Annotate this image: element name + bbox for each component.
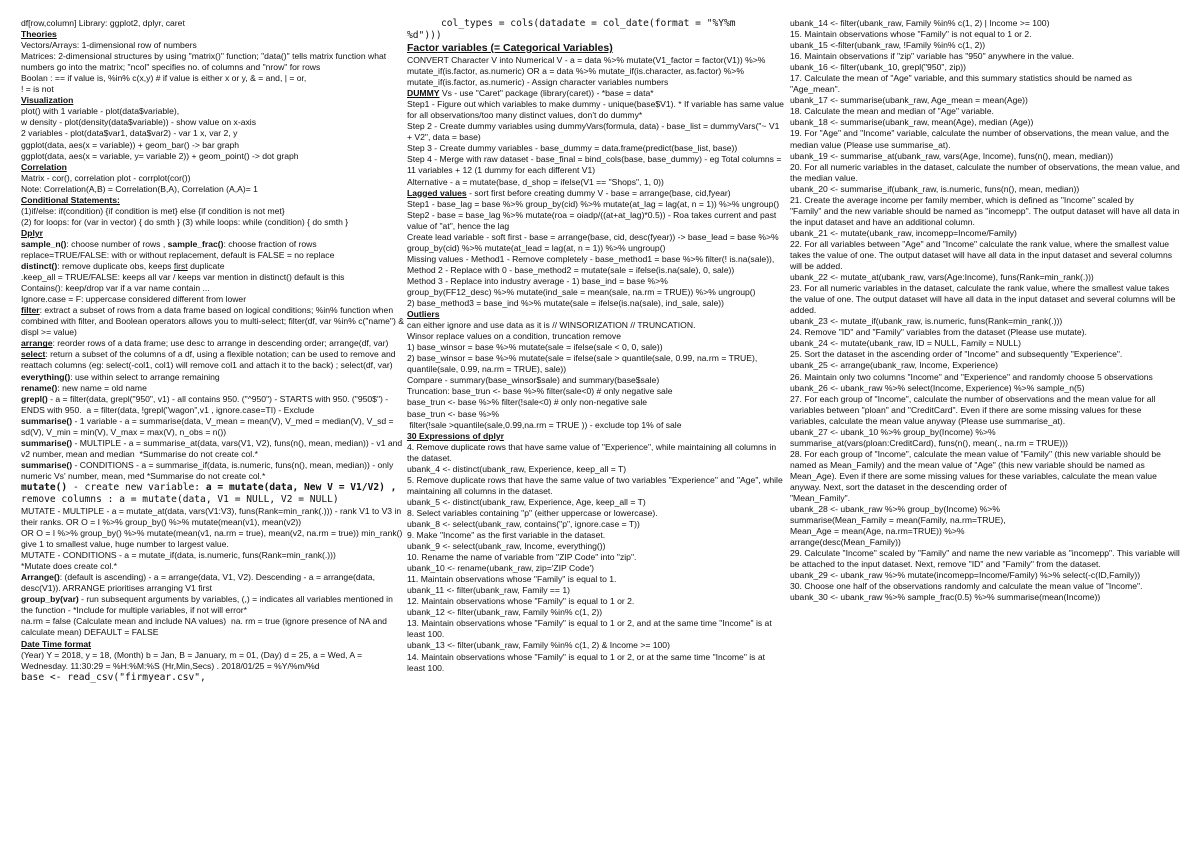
text-line	[21, 261, 404, 272]
text-line: Matrices: 2-dimensional structures by using "matrix()" function; "data()" tells matrix function what numbers go into the matrix; "ncol" specifies no. of columns and "nrow" for rows	[21, 51, 389, 73]
text-line: 16. Maintain observations if "zip" variable has "950" anywhere in the value.	[790, 51, 1075, 62]
text-line	[21, 594, 404, 616]
text-line: 22. For all variables between "Age" and "Income" calculate the rank value, where the smallest value takes the value of one. The output dataset will have all data in the input dataset and several columns will be added.	[790, 238, 1175, 272]
text-line	[21, 460, 404, 482]
text-line: 18. Calculate the mean and median of "Age" variable.	[790, 106, 994, 117]
keyword: mutate()	[21, 481, 68, 493]
text-line: w density - plot(density(data$variable)) - show value on x-axis	[21, 117, 256, 128]
section-heading-dplyr: Dplyr	[21, 227, 43, 238]
text-line: Alternative - a = mutate(base, d_shop = ifelse(V1 == "Shops", 1, 0))	[407, 176, 664, 187]
text-line: ubank_8 <- select(ubank_raw, contains("p", ignore.case = T))	[407, 518, 640, 529]
keyword: summarise()	[21, 459, 73, 470]
text-line: group_by(FF12_desc) %>% mutate(ind_sale = mean(sale, na.rm = TRUE)) %>% ungroup()	[407, 286, 756, 297]
column-2	[407, 18, 785, 844]
text-line: 15. Maintain observations whose "Family" is not equal to 1 or 2.	[790, 29, 1032, 40]
text-span: : remove duplicate obs, keeps	[57, 261, 174, 272]
keyword: sample_n()	[21, 238, 67, 249]
text-line: ubank_29 <- ubank_raw %>% mutate(incomepp=Income/Family) %>% select(-c(ID,Family))	[790, 570, 1141, 581]
text-line	[21, 305, 407, 338]
keyword: DUMMY	[407, 88, 440, 99]
text-span: : reorder rows of a data frame; use desc to arrange in descending order; arrange(df, var)	[52, 338, 389, 349]
library-line: df[row,column] Library: ggplot2, dplyr, caret	[21, 18, 185, 28]
text-line: Step 2 - Create dummy variables using dummyVars(formula, data) - base_list = dummyVars("~ V1 + V2", data = base)	[407, 121, 782, 143]
text-line: Step1 - Figure out which variables to make dummy - unique(base$V1). * If variable has same value for all observations/too many distinct values, don't do dummy*	[407, 99, 787, 121]
text-line: arrange(desc(Mean_Family))	[790, 537, 901, 548]
section-heading-factor-variables: Factor variables (= Categorical Variables)	[407, 42, 613, 54]
text-line: .keep_all = TRUE/FALSE: keeps all var / keeps var mention in distinct() default is this	[21, 272, 345, 283]
text-line: CONVERT Character V into Numerical V - a = data %>% mutate(V1_factor = factor(V1)) %>% mutate_if(is.factor, as.numeric) OR a = data %>% mutate_if(is.character, as.factor) %>% mutate_if(is.factor, as.numeric) - Assign character variables numbers	[407, 55, 768, 88]
text-line: ggplot(data, aes(x = variable, y= variable 2)) + geom_point() -> dot graph	[21, 150, 299, 161]
text-line	[21, 349, 404, 382]
text-line: 9. Make "Income" as the first variable in the dataset.	[407, 530, 606, 541]
text-span: - sort first before creating dummy V - base = arrange(base, cid,fyear)	[466, 187, 731, 198]
text-line: (Year) Y = 2018, y = 18, (Month) b = Jan, B = January, m = 01, (Day) d = 25, a = Wed, A = Wednesday. 11:30:29 = %H:%M:%S (Hr,Min,Secs) . 2018/01/25 = %Y/%m/%d	[21, 649, 365, 671]
text-line: "Mean_Family".	[790, 493, 851, 504]
text-line: Matrix - cor(), correlation plot - corrplot(cor())	[21, 172, 191, 183]
text-line: Method 3 - Replace into industry average - 1) base_ind = base %>%	[407, 275, 668, 286]
text-line: (1)if/else: if(condition) {if condition is met} else {if condition is not met}	[21, 205, 285, 216]
text-span: : choose fraction of rows	[223, 238, 317, 249]
text-line	[407, 88, 785, 99]
text-span: : return a subset of the columns of a df, using a flexible notation; can be used to remove and reattach columns (eg: select(-col1, col1) will remove col1 and attach it to the back) ; select(df, var)	[21, 349, 398, 371]
text-line: 25. Sort the dataset in the ascending order of "Income" and subsequently "Experience".	[790, 349, 1123, 360]
text-line: Step1 - base_lag = base %>% group_by(cid) %>% mutate(at_lag = lag(at, n = 1)) %>% ungroup()	[407, 198, 780, 209]
text-line: MUTATE - CONDITIONS - a = mutate_if(data, is.numeric, funs(Rank=min_rank(.)))	[21, 550, 336, 561]
keyword: arrange	[21, 338, 53, 349]
text-line: ubank_22 <- mutate_at(ubank_raw, vars(Age:Income), funs(Rank=min_rank(.)))	[790, 272, 1094, 283]
text-line: 29. Calculate "Income" scaled by "Family" and name the new variable as "incomepp". This variable will be attached to the input dataset. Next, remove "ID" and "Family" from the dataset.	[790, 548, 1183, 570]
text-line: remove columns : a = mutate(data, V1 = NULL, V2 = NULL)	[21, 493, 339, 505]
text-line: Boolan : == if value is, %in% c(x,y) # if value is either x or y, & = and, | = or,	[21, 73, 307, 84]
keyword: sample_frac()	[167, 238, 224, 249]
text-span: - run subsequent arguments by variables, (,) = indicates all variables mentioned in the function - *Include for multiple variables, if not will error*	[21, 594, 396, 616]
text-line: summarise_at(vars(ploan:CreditCard), funs(n(), mean(., na.rm = TRUE)))	[790, 437, 1069, 448]
keyword: rename()	[21, 382, 58, 393]
text-line: 12. Maintain observations whose "Family" is equal to 1 or 2.	[407, 596, 635, 607]
section-heading-visualization: Visualization	[21, 95, 74, 106]
text-span: : extract a subset of rows from a data frame based on logical conditions; %in% function when combined with filter, and Boolean operators allows you to multi-select; filter(df, var %in% c("name") & displ >= value)	[21, 305, 407, 338]
code-line: base <- read_csv("firmyear.csv",	[21, 671, 206, 683]
keyword: grepl()	[21, 393, 48, 404]
text-line	[21, 239, 404, 250]
text-span: : choose number of rows ,	[66, 238, 168, 249]
text-line: ubank_15 <-filter(ubank_raw, !Family %in% c(1, 2))	[790, 40, 986, 51]
section-heading-datetime: Date Time format	[21, 638, 92, 649]
text-line: ubank_18 <- summarise(ubank_raw, mean(Age), median (Age))	[790, 117, 1034, 128]
text-line: ubank_30 <- ubank_raw %>% sample_frac(0.5) %>% summarise(mean(Income))	[790, 592, 1101, 603]
text-span: : (default is ascending) - a = arrange(data, V1, V2). Descending - a = arrange(data, desc(V1)). ARRANGE prioritises arranging V1 first	[21, 572, 378, 594]
text-line	[21, 416, 404, 438]
text-line: Mean_Age = mean(Age, na.rm=TRUE)) %>%	[790, 526, 965, 537]
text-line: 23. For all numeric variables in the dataset, calculate the rank value, where the smallest value takes the value of one. The output dataset will have all data in the input dataset and several columns will be added.	[790, 283, 1178, 316]
text-line: Vectors/Arrays: 1-dimensional row of numbers	[21, 40, 197, 51]
text-span: - CONDITIONS - a = summarise_if(data, is.numeric, funs(n(), mean, median)) - only numeric Vs' number, mean, med *Summarise do not create col.*	[21, 459, 396, 481]
text-line: summarise(Mean_Family = mean(Family, na.rm=TRUE),	[790, 515, 1006, 526]
text-line: Step2 - base = base_lag %>% mutate(roa = oiadp/((at+at_lag)*0.5)) - Roa takes current and past value of "at", hence the lag	[407, 209, 779, 231]
text-line: base_trun <- base %>%	[407, 408, 500, 419]
code-span: a = mutate(data, New V = V1/V2) ,	[205, 481, 397, 493]
text-line: ubank_10 <- rename(ubank_raw, zip='ZIP Code')	[407, 563, 595, 574]
text-line: 30. Choose one half of the observations randomly and calculate the mean value of "Income".	[790, 581, 1143, 592]
text-line: "Family" and the new variable should be named as "incomepp". The output dataset will have all data in the input dataset and have an additional column.	[790, 205, 1182, 227]
text-line: Winsor replace values on a condition, truncation remove	[407, 331, 622, 342]
keyword: Lagged values	[407, 187, 467, 198]
keyword: group_by(var)	[21, 594, 79, 605]
text-line: replace=TRUE/FALSE: with or without replacement, default is FALSE = no replace	[21, 249, 335, 260]
text-line: Step 3 - Create dummy variables - base_dummy = data.frame(predict(base_list, base))	[407, 143, 738, 154]
text-line: 2) base_winsor = base %>% mutate(sale = ifelse(sale > quantile(sale, 0.99, na.rm = TRUE), quantile(sale, 0.99, na.rm = TRUE), sale))	[407, 353, 760, 375]
text-span: : new name = old name	[57, 382, 147, 393]
underlined-word: first	[173, 261, 188, 272]
text-span: - 1 variable - a = summarise(data, V_mean = mean(V), V_med = median(V), V_sd = sd(V), V_min = min(V), V_max = max(V), n_obs = n())	[21, 415, 396, 437]
text-line: ubank_23 <- mutate_if(ubank_raw, is.numeric, funs(Rank=min_rank(.)))	[790, 316, 1063, 327]
text-line	[21, 394, 404, 416]
text-line: 28. For each group of "Income", calculate the mean value of "Family" (this new variable should be named as Mean_Family) and the mean value of "Age" (this new variable should be named as Mean_Age). Even if there are some missing values for these variables, calculate the mean value anyway. Next, sort the dataset in the descending order of	[790, 448, 1164, 492]
text-line: ggplot(data, aes(x = variable)) + geom_bar() -> bar graph	[21, 139, 240, 150]
text-line	[407, 188, 785, 199]
text-line: Method 2 - Replace with 0 - base_method2 = mutate(sale = ifelse(is.na(sale), 0, sale))	[407, 264, 735, 275]
text-line: 13. Maintain observations whose "Family" is equal to 1 or 2, and at the same time "Income" is at least 100.	[407, 618, 775, 640]
text-line: 8. Select variables containing "p" (either uppercase or lowercase).	[407, 507, 658, 518]
text-span: : use within select to arrange remaining	[70, 371, 220, 382]
section-heading-correlation: Correlation	[21, 161, 67, 172]
keyword: select	[21, 349, 46, 360]
section-heading-expressions: 30 Expressions of dplyr	[407, 430, 504, 441]
text-line: *Mutate does create col.*	[21, 561, 118, 572]
code-line: %d")))	[407, 30, 442, 41]
text-line: ubank_25 <- arrange(ubank_raw, Income, Experience)	[790, 360, 999, 371]
text-line: 27. For each group of "Income", calculate the number of observations and the mean value for all variables between "ploan" and "CreditCard". Even if there are some missing values for these variables, calculate the mean value anyway (Please use summarise_at).	[790, 393, 1158, 426]
text-line: Truncation: base_trun <- base %>% filter(sale<0) # only negative sale	[407, 386, 673, 397]
text-line: ubank_13 <- filter(ubank_raw, Family %in% c(1, 2) & Income >= 100)	[407, 640, 670, 651]
text-span: - a = filter(data, grepl("950", v1) - all contains 950. ("^950") - STARTS with 950. ("950$") - ENDS with 950. a = filter(data, !grepl("wagon",v1 , ignore.case=TI) - Exclude	[21, 393, 391, 415]
column-3	[790, 18, 1183, 844]
text-line	[21, 438, 404, 460]
keyword: filter	[21, 305, 40, 316]
text-line: Compare - summary(base_winsor$sale) and summary(base$sale)	[407, 375, 660, 386]
text-line: filter(!sale >quantile(sale,0.99,na.rm = TRUE )) - exclude top 1% of sale	[407, 419, 682, 430]
text-line: (2) for loops: for (var in vector) { do smth } (3) while loops: while (condition) { do smth }	[21, 216, 349, 227]
keyword: distinct()	[21, 261, 58, 272]
text-line	[21, 572, 404, 594]
text-line: Contains(): keep/drop var if a var name contain ...	[21, 283, 210, 294]
text-line: Create lead variable - soft first - base = arrange(base, cid, desc(fyear)) -> base_lead = base %>% group_by(cid) %>% mutate(at_lead = lag(at, n = 1)) %>% ungroup()	[407, 231, 782, 253]
text-line: 26. Maintain only two columns "Income" and "Experience" and randomly choose 5 observations	[790, 371, 1153, 382]
column-1	[21, 18, 407, 844]
text-line: 10. Rename the name of variable from "ZIP Code" into "zip".	[407, 552, 637, 563]
text-line: MUTATE - MULTIPLE - a = mutate_at(data, vars(V1:V3), funs(Rank=min_rank(.))) - rank V1 to V3 in their ranks. OR O = I %>% group_by() %>% mutate(mean(v1), mean(v2))	[21, 505, 404, 528]
text-line: OR O = I %>% group_by() %>% mutate(mean(v1, na.rm = true), mean(v2, na.rm = true)) min_rank() give 1 to smallest value, huge number to largest value.	[21, 528, 405, 550]
text-line: ubank_16 <- filter(ubank_10, grepl("950", zip))	[790, 62, 966, 73]
text-line: 21. Create the average income per family member, which is defined as "Income" scaled by	[790, 194, 1134, 205]
text-line: Missing values - Method1 - Remove completely - base_method1 = base %>% filter(! is.na(sale)),	[407, 253, 775, 264]
section-heading-conditional: Conditional Statements:	[21, 194, 120, 205]
text-line: ubank_5 <- distinct(ubank_raw, Experience, Age, keep_all = T)	[407, 496, 646, 507]
section-heading-outliers: Outliers	[407, 309, 440, 320]
text-line: base_trun <- base %>% filter(!sale<0) # only non-negative sale	[407, 397, 648, 408]
text-line: Note: Correlation(A,B) = Correlation(B,A), Correlation (A,A)= 1	[21, 183, 258, 194]
text-span: Vs - use "Caret" package (library(caret)) - *base = data*	[439, 88, 654, 99]
text-line	[21, 383, 404, 394]
text-line: 2) base_method3 = base_ind %>% mutate(sale = ifelse(is.na(sale), ind_sale, sale))	[407, 298, 724, 309]
keyword: summarise()	[21, 437, 73, 448]
text-line: na.rm = false (Calculate mean and include NA values) na. rm = true (ignore presence of NA and calculate mean) DEFAULT = FALSE	[21, 616, 390, 638]
text-line: ubank_24 <- mutate(ubank_raw, ID = NULL, Family = NULL)	[790, 338, 1021, 349]
text-line: plot() with 1 variable - plot(data$variable),	[21, 106, 180, 117]
text-line	[21, 338, 404, 349]
text-span: - create new variable:	[67, 481, 206, 493]
text-line: ubank_20 <- summarise_if(ubank_raw, is.numeric, funs(n(), mean, median))	[790, 183, 1080, 194]
text-line: ubank_4 <- distinct(ubank_raw, Experience, keep_all = T)	[407, 463, 627, 474]
text-line: Ignore.case = F: uppercase considered different from lower	[21, 294, 247, 305]
text-line: ubank_26 <- ubank_raw %>% select(Income, Experience) %>% sample_n(5)	[790, 382, 1085, 393]
text-line: 24. Remove "ID" and "Family" variables from the dataset (Please use mutate).	[790, 327, 1087, 338]
text-line: ubank_19 <- summarise_at(ubank_raw, vars(Age, Income), funs(n(), mean, median))	[790, 150, 1114, 161]
text-line: 1) base_winsor = base %>% mutate(sale = ifelse(sale < 0, 0, sale))	[407, 342, 663, 353]
text-line: 20. For all numeric variables in the dataset, calculate the number of observations, the mean value, and the median value.	[790, 161, 1183, 183]
text-line: 2 variables - plot(data$var1, data$var2) - var 1 x, var 2, y	[21, 128, 238, 139]
keyword: everything()	[21, 371, 71, 382]
text-line: ubank_28 <- ubank_raw %>% group_by(Income) %>%	[790, 504, 1000, 515]
text-line: ubank_21 <- mutate(ubank_raw, incomepp=Income/Family)	[790, 227, 1017, 238]
text-line: ubank_9 <- select(ubank_raw, Income, everything())	[407, 541, 606, 552]
text-line: Step 4 - Merge with raw dataset - base_final = bind_cols(base, base_dummy) - eg Total columns = 11 variables + 12 (1 dummy for each different V1)	[407, 154, 784, 176]
text-line: can either ignore and use data as it is // WINSORIZATION // TRUNCATION.	[407, 320, 696, 331]
text-line: ubank_14 <- filter(ubank_raw, Family %in% c(1, 2) | Income >= 100)	[790, 18, 1050, 28]
text-span: duplicate	[187, 261, 225, 272]
section-heading-theories: Theories	[21, 29, 57, 40]
text-line: ubank_12 <- filter(ubank_raw, Family %in% c(1, 2))	[407, 607, 603, 618]
text-line: ubank_11 <- filter(ubank_raw, Family == 1)	[407, 585, 570, 596]
text-span: - MULTIPLE - a = summarise_at(data, vars(V1, V2), funs(n(), mean, median)) - v1 and v2 number, mean and median *Summarise do not create col.*	[21, 437, 405, 459]
code-line: col_types = cols(datadate = col_date(format = "%Y%m	[441, 18, 736, 29]
text-line: 4. Remove duplicate rows that have same value of "Experience", while maintaining all columns in the dataset.	[407, 441, 779, 463]
text-line: 17. Calculate the mean of "Age" variable, and this summary statistics should be named as "Age_mean".	[790, 73, 1135, 95]
text-line: ubank_17 <- summarise(ubank_raw, Age_mean = mean(Age))	[790, 95, 1028, 106]
text-line: 14. Maintain observations whose "Family" is equal to 1 or 2, or at the same time "Income" is at least 100.	[407, 651, 768, 673]
text-line: 11. Maintain observations whose "Family" is equal to 1.	[407, 574, 617, 585]
text-line: 19. For "Age" and "Income" variable, calculate the number of observations, the mean value, and the median value (Please use summarise_at).	[790, 128, 1172, 150]
text-line: 5. Remove duplicate rows that have the same value of two variables "Experience" and "Age", while maintaining all columns in the dataset.	[407, 474, 786, 496]
text-line: ! = is not	[21, 84, 54, 95]
keyword: Arrange()	[21, 572, 60, 583]
keyword: summarise()	[21, 415, 73, 426]
text-line: ubank_27 <- ubank_10 %>% group_by(Income) %>%	[790, 426, 996, 437]
text-line	[21, 482, 404, 494]
